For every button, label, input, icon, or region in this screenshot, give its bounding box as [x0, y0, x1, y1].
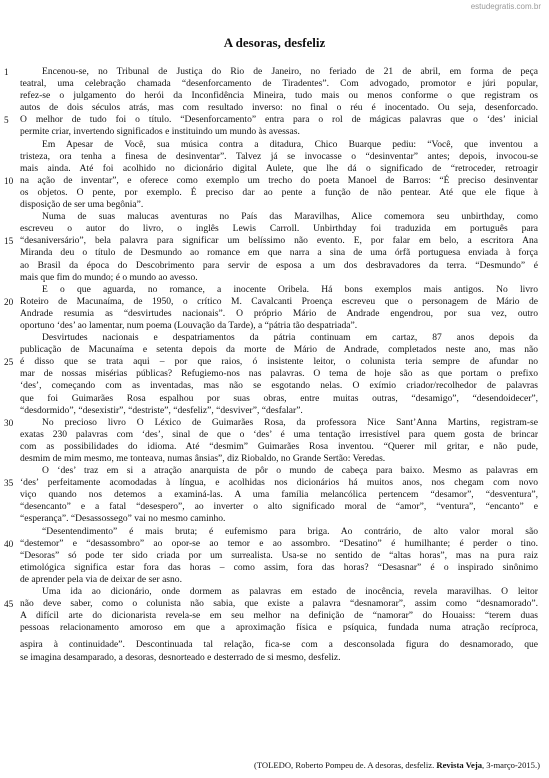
text-line: [20, 393, 538, 405]
text-line: [20, 151, 538, 163]
text-line: [20, 405, 538, 417]
line-number: 20: [4, 296, 14, 307]
line-text: mar de nossas misérias públicas? Refugiemo-nos nas palavras. O tema de hoje são as que portam o prefixo: [20, 368, 538, 380]
line-number: 30: [4, 417, 14, 428]
line-text: viço quando nos detemos a examiná-las. A uma família melancólica pertencem “desamor”, “desventura”,: [20, 489, 538, 501]
line-text: tristeza, ora tenha a finesa de desinventar”. Talvez já se invocasse o “desinventar” antes; depois, invocou-se: [20, 150, 538, 162]
text-line: [20, 368, 538, 380]
line-text: oportuno ‘des’ ao lamentar, num poema (Louvação da Tarde), a “pátria tão despatriada”.: [20, 319, 358, 331]
article-body: [4, 66, 538, 664]
line-text: “desencanto” e a fatal “desespero”, ao inverter o alto significado moral de “amor”, “ventura”, “encanto” e: [20, 501, 538, 513]
text-line: [20, 139, 538, 151]
text-line: [20, 465, 538, 477]
line-text: “esperança”. “Desassossego” vai no mesmo caminho.: [20, 513, 226, 525]
line-text: mais que fim do mundo; é o mundo ao avesso.: [20, 271, 198, 283]
text-line: [4, 235, 538, 247]
line-text: é disso que se trata aqui – por que raios, ó insistente leitor, o colunista teria sempre de afundar no: [20, 356, 538, 368]
reference-prefix: (TOLEDO, Roberto Pompeu de. A desoras, desfeliz.: [253, 760, 437, 770]
text-line: [20, 344, 538, 356]
line-number: 40: [4, 538, 14, 549]
line-text: Miranda deu o título de Desmundo ao romance em que narra a sina de uma órfã portuguesa enviada à força: [20, 247, 538, 259]
line-text: ‘des’ perfeitamente acomodadas à língua, e acolhidas nos dicionários há muitos anos, nos chegam com novo: [20, 477, 538, 489]
line-text: etimológica significa estar fora das horas – como assim, fora das horas? “Desasnar” é o inspirado sinônimo: [20, 561, 538, 573]
line-text: “Desoras” só pode ter sido criada por um surrealista. Usa-se no sentido de “altas horas”, mas na pura raiz: [20, 549, 538, 561]
text-line: [20, 489, 538, 501]
text-line: [4, 477, 538, 489]
text-line: [20, 562, 538, 574]
line-text: ‘des’, começando com as inventadas, mas não se esgotando nelas. O exímio criador/recolhedor de palavras: [20, 380, 538, 392]
line-text: “desdormido”, “desexistir”, “destriste”, “desfeliz”, “desviver”, “desfalar”.: [20, 404, 303, 416]
line-text: autos de dois séculos atrás, mas com resultado inverso: no final o réu é inocentado. Ou seja, desenforcado.: [20, 102, 538, 114]
text-line: [20, 501, 538, 513]
reference-suffix: , 3-março-2015.): [482, 760, 540, 770]
line-text: pessoas relacionamento amoroso em que a aproximação física e psíquica, fundada numa atração recíproca,: [20, 622, 538, 634]
text-line: [20, 380, 538, 392]
text-line: [20, 429, 538, 441]
line-text: O melhor de tudo foi o título. “Desenforcamento” entra para o rol de mágicas palavras que o ‘des’ inicial: [20, 114, 538, 126]
line-text: teatral, uma celebração chamada “desenforcamento de Tiradentes”. Com advogado, promotor e júri popular,: [20, 78, 538, 90]
text-line: [20, 126, 538, 138]
text-line: [4, 295, 538, 308]
text-line: [20, 308, 538, 320]
line-text: “destemor” e “desassombro” ao opor-se ao temor e ao assombro. “Desatino” é humilhante; é perder o tino.: [20, 537, 538, 549]
text-line: [4, 598, 538, 610]
text-line: [20, 652, 538, 664]
text-line: [20, 272, 538, 284]
line-text: de aprender pela via de deixar de ser asno.: [20, 573, 182, 585]
text-line: [20, 260, 538, 272]
text-line: [4, 356, 538, 368]
line-text: os objetos. O pente, por exemplo. É preciso dar ao pente a função de não pentear. Até que ele fique à: [20, 186, 538, 198]
line-text: Uma ida ao dicionário, onde dormem as palavras em estado de inocência, revela maravilhas. O leitor: [42, 586, 538, 598]
line-number: 5: [4, 115, 9, 126]
line-text: não deve saber, como o colunista não sabia, que existe a palavra “desnamorar”, assim como “desnamorado”.: [20, 598, 538, 610]
text-line: [4, 66, 538, 78]
line-text: permite criar, invertendo significados e instituindo um mundo às avessas.: [20, 126, 300, 138]
text-line: [4, 416, 538, 429]
text-line: [20, 622, 538, 634]
line-text: E o que aguarda, no romance, a inocente Oribela. Há bons exemplos mais antigos. No livro: [42, 283, 538, 295]
line-text: No precioso livro O Léxico de Guimarães Rosa, da professora Nice Sant’Anna Martins, registram-se: [42, 416, 538, 428]
text-line: [20, 453, 538, 465]
text-line: [20, 247, 538, 259]
article-title: A desoras, desfeliz: [223, 35, 326, 50]
line-text: A difícil arte do dicionarista revela-se em seu melhor na definição de “namorar” do Houaiss: “terem duas: [20, 610, 538, 622]
watermark: estudegratis.com.br: [470, 2, 541, 11]
line-text: na ação de inventar”, e oferece como exemplo um trecho do poeta Manoel de Barros: “É preciso desinventar: [20, 174, 538, 186]
text-line: [4, 174, 538, 187]
text-line: [4, 114, 538, 126]
text-line: [20, 332, 538, 344]
line-text: Encenou-se, no Tribunal de Justiça do Rio de Janeiro, no feriado de 21 de abril, em forma de peça: [42, 66, 538, 77]
reference-source: Revista Veja: [436, 760, 482, 770]
line-text: que foi Guimarães Rosa espalhou por suas obras, entre muitas outras, “desamigo”, “desendoidecer”,: [20, 392, 538, 404]
line-text: exatas 230 palavras com ‘des’, sinal de que o ‘des’ é uma tentação irresistível para quem gosta de brincar: [20, 428, 538, 440]
text-line: [20, 284, 538, 296]
text-line: [20, 163, 538, 175]
text-line: [20, 513, 538, 525]
line-text: refez-se o julgamento do herói da Inconfidência Mineira, tudo mais ou menos conforme o que registram os: [20, 90, 538, 102]
line-text: escreveu o autor do livro, o inglês Lewis Carroll. Unbirthday foi traduzida em português para: [20, 223, 538, 235]
text-line: [20, 199, 538, 211]
text-line: [20, 223, 538, 235]
line-text: com as possibilidades do idioma. Até “desmim” Guimarães Rosa inventou. “Querer mil gritar, e não pude,: [20, 440, 538, 452]
line-text: se imagina desamparado, a desoras, desnorteado e desterrado de si mesmo, desfeliz.: [20, 651, 341, 663]
line-text: desmim de mim mesmo, me tonteava, numas ânsias”, diz Riobaldo, no Grande Sertão: Veredas.: [20, 453, 386, 464]
text-line: [20, 526, 538, 538]
line-text: Roteiro de Macunaíma, de 1950, o crítico M. Cavalcanti Proença escreveu que o personagem de Mário de: [20, 295, 538, 307]
text-line: [20, 320, 538, 332]
line-text: O ‘des’ traz em si a atração anarquista de pôr o mundo de cabeça para baixo. Mesmo as palavras em: [42, 465, 538, 477]
reference: [254, 760, 540, 770]
text-line: [20, 610, 538, 622]
text-line: [20, 574, 538, 586]
text-line: [4, 537, 538, 550]
text-line: [20, 639, 538, 651]
text-line: [20, 187, 538, 199]
text-line: [20, 586, 538, 598]
line-number: 10: [4, 175, 14, 186]
text-line: [20, 78, 538, 90]
line-text: Em Apesar de Você, sua música contra a ditadura, Chico Buarque pediu: “Você, que inventou a: [42, 138, 538, 150]
line-text: ao Brasil da época do Descobrimento para servir de esposa a um dos desbravadores da terra. “Desmundo” é: [20, 259, 538, 271]
line-text: mais ainda. Até foi acolhido no dicionário digital Aulete, que lhe dá o significado de “retroceder, retroagir: [20, 162, 538, 174]
line-text: aspira à continuidade”. Descontinuada tal relação, fica-se com a desconsolada figura do desnamorado, que: [20, 639, 538, 651]
text-line: [20, 102, 538, 114]
line-text: Andrade resumia as “desvirtudes nacionais”. O próprio Mário de Andrade engendrou, por sua vez, outro: [20, 307, 538, 319]
line-text: disposição de ser uma begônia”.: [20, 199, 144, 211]
text-line: [20, 90, 538, 102]
line-text: “desaniversário”, bela palavra para significar um belíssimo não evento. E, por falar em belo, a escritora Ana: [20, 235, 538, 247]
line-number: 25: [4, 357, 14, 368]
line-number: 35: [4, 478, 14, 489]
line-text: “Desentendimento” é mais bruta; é eufemismo para briga. Ao contrário, de alto valor moral são: [42, 525, 538, 537]
text-line: [20, 211, 538, 223]
line-number: 45: [4, 599, 14, 610]
text-line: [20, 441, 538, 453]
line-text: publicação de Macunaíma e setenta depois da morte de Mário de Andrade, completados neste ano, mas não: [20, 344, 538, 356]
line-text: Desvirtudes nacionais e despatriamentos da pátria continuam em cartaz, 87 anos depois da: [42, 332, 538, 344]
line-number: 15: [4, 236, 14, 247]
line-number: 1: [4, 67, 9, 77]
text-line: [20, 550, 538, 562]
line-text: Numa de suas malucas aventuras no País das Maravilhas, Alice comemora seu unbirthday, como: [42, 211, 538, 223]
